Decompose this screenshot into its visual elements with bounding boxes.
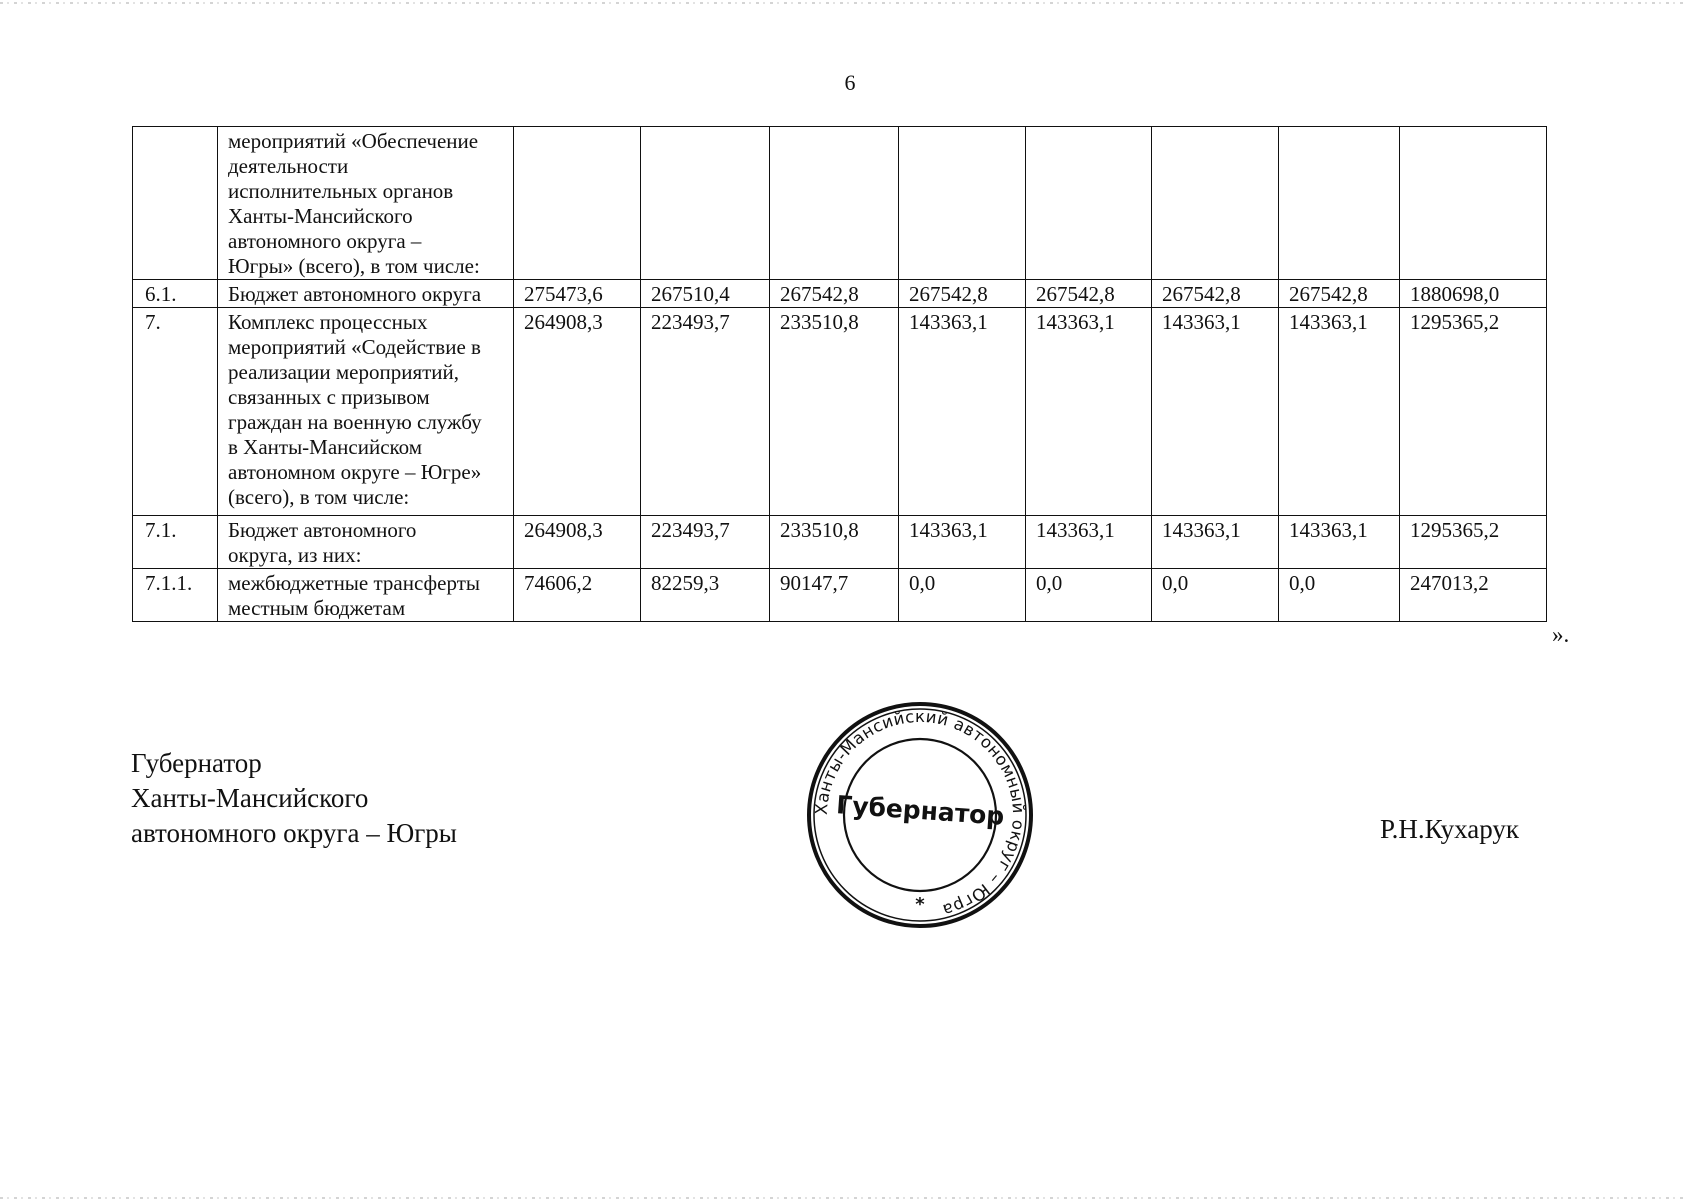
value-cell: 223493,7 (641, 308, 770, 516)
seal-center-text: Губернатор (835, 790, 1006, 831)
row-name: Бюджет автономного округа, из них: (218, 516, 514, 569)
seal-star: * (915, 894, 925, 915)
value-cell: 0,0 (899, 569, 1026, 622)
value-cell (1026, 127, 1152, 280)
closing-quote-mark: ». (1552, 622, 1570, 647)
value-cell: 267542,8 (770, 280, 899, 308)
scan-edge-bottom (0, 1197, 1686, 1199)
value-cell: 267542,8 (1279, 280, 1400, 308)
signatory-name: Р.Н.Кухарук (1380, 814, 1520, 844)
official-seal (805, 700, 1035, 930)
value-cell: 143363,1 (899, 516, 1026, 569)
value-cell: 1880698,0 (1400, 280, 1547, 308)
value-cell (1279, 127, 1400, 280)
value-cell: 264908,3 (514, 308, 641, 516)
value-cell: 74606,2 (514, 569, 641, 622)
value-cell (641, 127, 770, 280)
value-cell: 143363,1 (1152, 516, 1279, 569)
value-cell: 0,0 (1026, 569, 1152, 622)
value-cell: 233510,8 (770, 516, 899, 569)
row-name: мероприятий «Обеспечение деятельности исполнительных органов Ханты-Мансийского автономного округа – Югры» (всего), в том числе: (218, 127, 514, 280)
value-cell: 90147,7 (770, 569, 899, 622)
value-cell: 143363,1 (1026, 308, 1152, 516)
position-line: Губернатор (131, 748, 262, 778)
table-row (133, 516, 1547, 569)
row-number: 7. (133, 308, 218, 516)
value-cell: 267542,8 (1026, 280, 1152, 308)
row-name: межбюджетные трансферты местным бюджетам (218, 569, 514, 622)
value-cell (1152, 127, 1279, 280)
value-cell: 82259,3 (641, 569, 770, 622)
position-line: автономного округа – Югры (131, 818, 457, 848)
value-cell: 143363,1 (899, 308, 1026, 516)
value-cell: 0,0 (1152, 569, 1279, 622)
page-number: 6 (844, 70, 856, 95)
value-cell: 267542,8 (1152, 280, 1279, 308)
signature-position (131, 746, 457, 851)
value-cell: 233510,8 (770, 308, 899, 516)
table-row (133, 280, 1547, 308)
value-cell: 1295365,2 (1400, 308, 1547, 516)
value-cell (1400, 127, 1547, 280)
table-row (133, 569, 1547, 622)
value-cell: 247013,2 (1400, 569, 1547, 622)
budget-table (132, 126, 1547, 622)
seal-ring-text: Ханты-Мансийский автономный округ – Югра (811, 706, 1029, 921)
position-line: Ханты-Мансийского (131, 783, 369, 813)
value-cell: 223493,7 (641, 516, 770, 569)
row-number: 7.1.1. (133, 569, 218, 622)
value-cell (514, 127, 641, 280)
value-cell: 143363,1 (1152, 308, 1279, 516)
value-cell (899, 127, 1026, 280)
value-cell: 143363,1 (1026, 516, 1152, 569)
scan-edge-top (0, 2, 1686, 4)
value-cell: 267510,4 (641, 280, 770, 308)
value-cell (770, 127, 899, 280)
table-row (133, 308, 1547, 516)
value-cell: 143363,1 (1279, 308, 1400, 516)
row-number: 7.1. (133, 516, 218, 569)
table-row (133, 127, 1547, 280)
value-cell: 0,0 (1279, 569, 1400, 622)
value-cell: 143363,1 (1279, 516, 1400, 569)
row-name: Бюджет автономного округа (218, 280, 514, 308)
row-name: Комплекс процессных мероприятий «Содействие в реализации мероприятий, связанных с призывом граждан на военную службу в Ханты-Мансийском автономном округе – Югре» (всего), в том числе: (218, 308, 514, 516)
value-cell: 264908,3 (514, 516, 641, 569)
row-number (133, 127, 218, 280)
row-number: 6.1. (133, 280, 218, 308)
value-cell: 267542,8 (899, 280, 1026, 308)
value-cell: 275473,6 (514, 280, 641, 308)
value-cell: 1295365,2 (1400, 516, 1547, 569)
